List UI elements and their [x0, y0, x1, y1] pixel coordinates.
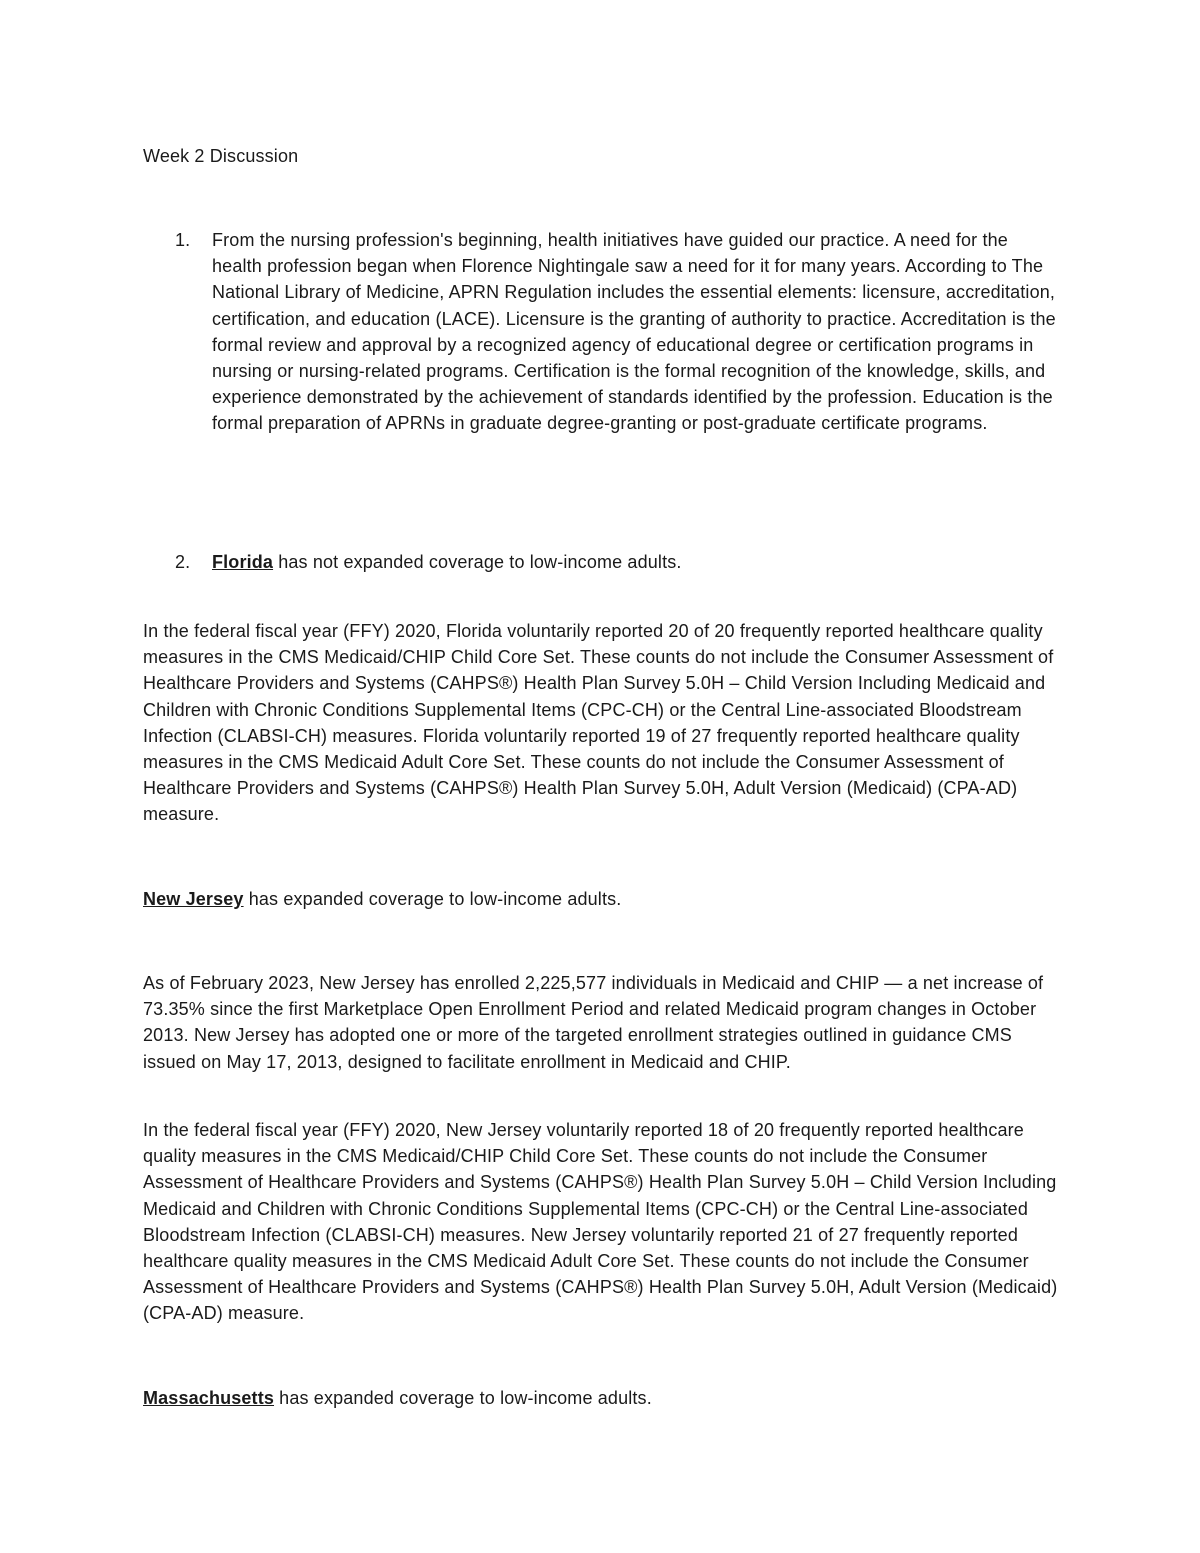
- list-item-text: From the nursing profession's beginning, health initiatives have guided our practice. A need for the health profession began when Florence Nightingale saw a need for it for many years. According to The National Library of Medicine, APRN Regulation includes the essential elements: licensure, accreditation, certification, and education (LACE). Licensure is the granting of authority to practice. Accreditation is the formal review and approval by a recognized agency of educational degree or certification programs in nursing or nursing-related programs. Certification is the formal recognition of the knowledge, skills, and experience demonstrated by the achievement of standards identified by the profession. Education is the formal preparation of APRNs in graduate degree-granting or post-graduate certificate programs.: [212, 230, 1056, 434]
- new-jersey-paragraph-1: As of February 2023, New Jersey has enrolled 2,225,577 individuals in Medicaid and CHIP — a net increase of 73.35% since the first Marketplace Open Enrollment Period and related Medicaid program changes in October 2013. New Jersey has adopted one or more of the targeted enrollment strategies outlined in guidance CMS issued on May 17, 2013, designed to facilitate enrollment in Medicaid and CHIP.: [143, 973, 1044, 1072]
- new-jersey-heading: [143, 886, 1063, 912]
- new-jersey-heading-text: has expanded coverage to low-income adults.: [248, 889, 622, 909]
- list-number: 2.: [175, 552, 191, 572]
- state-name-florida: Florida: [212, 552, 274, 572]
- state-name-massachusetts: Massachusetts: [143, 1388, 275, 1408]
- list-number: 1.: [175, 230, 191, 250]
- florida-heading-text: has not expanded coverage to low-income adults.: [278, 552, 682, 572]
- massachusetts-heading-text: has expanded coverage to low-income adults.: [279, 1388, 652, 1408]
- state-name-new-jersey: New Jersey: [143, 889, 244, 909]
- document-title: Week 2 Discussion: [143, 146, 299, 166]
- florida-paragraph: In the federal fiscal year (FFY) 2020, Florida voluntarily reported 20 of 20 frequently reported healthcare quality measures in the CMS Medicaid/CHIP Child Core Set. These counts do not include the Consumer Assessment of Healthcare Providers and Systems (CAHPS®) Health Plan Survey 5.0H – Child Version Including Medicaid and Children with Chronic Conditions Supplemental Items (CPC-CH) or the Central Line-associated Bloodstream Infection (CLABSI-CH) measures. Florida voluntarily reported 19 of 27 frequently reported healthcare quality measures in the CMS Medicaid Adult Core Set. These counts do not include the Consumer Assessment of Healthcare Providers and Systems (CAHPS®) Health Plan Survey 5.0H, Adult Version (Medicaid) (CPA-AD) measure.: [143, 621, 1054, 825]
- new-jersey-paragraph-2: In the federal fiscal year (FFY) 2020, New Jersey voluntarily reported 18 of 20 frequently reported healthcare quality measures in the CMS Medicaid/CHIP Child Core Set. These counts do not include the Consumer Assessment of Healthcare Providers and Systems (CAHPS®) Health Plan Survey 5.0H – Child Version Including Medicaid and Children with Chronic Conditions Supplemental Items (CPC-CH) or the Central Line-associated Bloodstream Infection (CLABSI-CH) measures. New Jersey voluntarily reported 21 of 27 frequently reported healthcare quality measures in the CMS Medicaid Adult Core Set. These counts do not include the Consumer Assessment of Healthcare Providers and Systems (CAHPS®) Health Plan Survey 5.0H, Adult Version (Medicaid) (CPA-AD) measure.: [143, 1120, 1058, 1324]
- massachusetts-heading: [143, 1385, 1063, 1411]
- florida-heading: [212, 549, 1062, 575]
